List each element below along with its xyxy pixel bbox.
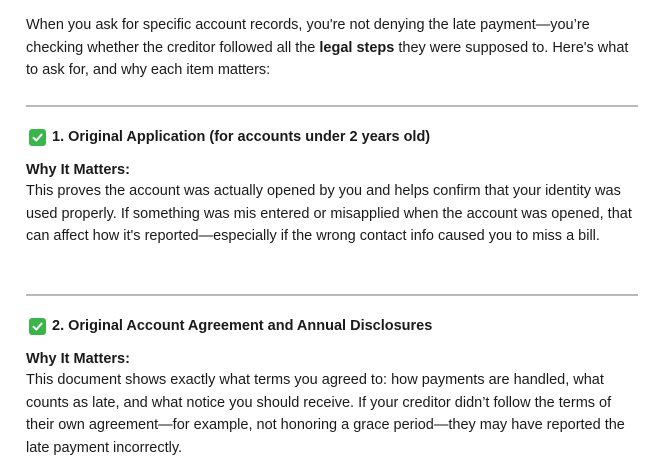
section-heading-text: 2. Original Account Agreement and Annual Disclosures [52, 318, 433, 334]
intro-bold-phrase: legal steps [319, 39, 395, 56]
checkbox-checked-icon [29, 129, 46, 146]
section-body-text: This proves the account was actually opened by you and helps confirm that your identity was used properly. If something was mis entered or misapplied when the account was opened, that can affect how it's reported—especially if the wrong contact info caused you to miss a bill. [26, 183, 632, 244]
section-heading-account-agreement [29, 315, 634, 337]
section-heading-original-application [29, 126, 634, 148]
checkbox-checked-icon [29, 318, 46, 335]
section-heading-text: 1. Original Application (for accounts under 2 years old) [52, 129, 431, 145]
why-it-matters-label: Why It Matters: [26, 162, 130, 178]
why-it-matters-label: Why It Matters: [26, 351, 130, 367]
section-divider [26, 294, 638, 296]
previous-paragraph-fragment [26, 0, 86, 3]
intro-paragraph [26, 14, 638, 82]
intro-text-before: When you ask for specific account records, you're not denying the late payment—you’re checking whether the creditor followed all the [26, 17, 590, 56]
intro-text-after: they were supposed to. Here's what to ask for, and why each item matters: [26, 39, 629, 78]
section-body-text: This document shows exactly what terms you agreed to: how payments are handled, what counts as late, and what notice you should receive. If your creditor didn’t follow the terms of their own agreement—for example, not honoring a grace period—they may have reported the late payment incorrectly. [26, 372, 625, 456]
section-divider [26, 105, 638, 107]
